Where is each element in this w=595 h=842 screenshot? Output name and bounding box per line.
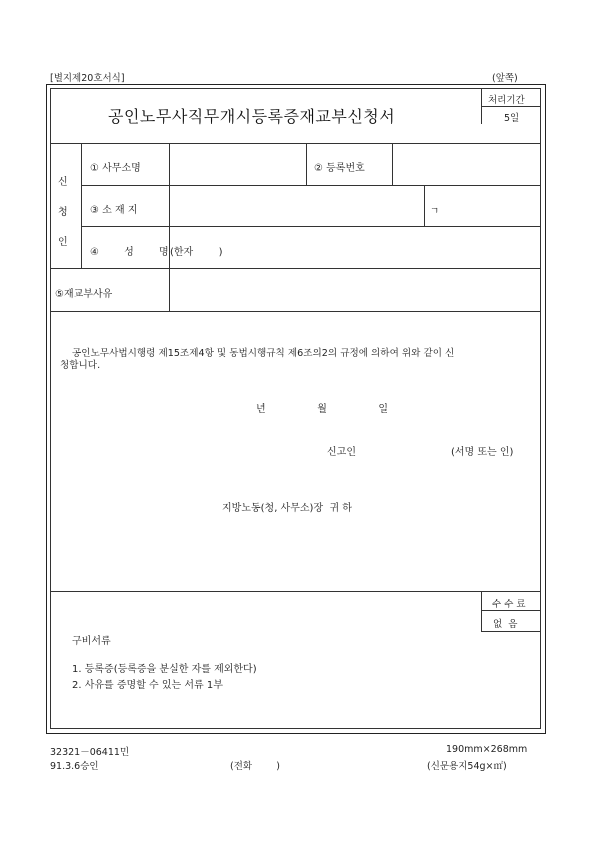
footer-approval: 91.3.6승인: [50, 761, 99, 772]
documents-item-1: 1. 등록증(등록증을 분실한 자를 제외한다): [72, 664, 257, 675]
divider-applicant-bottom: [50, 268, 541, 269]
page-title: 공인노무사직무개시등록증재교부신청서: [108, 107, 396, 126]
applicant-group-label-1: 신: [58, 177, 68, 188]
applicant-group-divider: [81, 143, 82, 268]
applicant-group-label-2: 청: [58, 207, 68, 218]
documents-item-2: 2. 사유를 증명할 수 있는 서류 1부: [72, 680, 223, 691]
label-col-divider: [169, 143, 170, 311]
divider-title-bottom: [50, 143, 541, 144]
divider-row2: [81, 226, 541, 227]
office-name-field[interactable]: [172, 146, 304, 183]
reg-label-left: [306, 143, 307, 185]
fee-label: 수 수 료: [492, 599, 526, 610]
reason-label: ⑤재교부사유: [55, 289, 113, 300]
reporter-label: 신고인: [327, 447, 356, 458]
divider-row1: [81, 185, 541, 186]
fee-box-left: [481, 591, 482, 631]
processing-value: 5일: [504, 113, 520, 124]
fee-box-divider: [481, 610, 541, 611]
reg-number-field[interactable]: [395, 146, 539, 183]
applicant-group-label-3: 인: [58, 237, 68, 248]
hanja-label: (한자 ): [170, 247, 223, 258]
footer-size: 190mm×268mm: [446, 744, 528, 755]
divider-statement-bottom: [50, 591, 541, 592]
page-side-label: (앞쪽): [492, 73, 518, 84]
phone-col-divider: [424, 185, 425, 226]
statement-line-2: 청합니다.: [60, 360, 101, 371]
address-label: ③ 소 재 지: [90, 205, 138, 216]
reg-label-right: [392, 143, 393, 185]
divider-reason-bottom: [50, 311, 541, 312]
processing-box-divider: [481, 106, 541, 107]
statement-line-1: 공인노무사법시행령 제15조제4항 및 동법시행규칙 제6조의2의 규정에 의하여 위와 같이 신: [72, 348, 455, 359]
fee-box-bottom: [481, 631, 541, 632]
reg-number-label: ② 등록번호: [314, 163, 365, 174]
fee-value: 없 음: [493, 619, 518, 630]
date-line: 년 월 일: [256, 404, 389, 415]
office-name-label: ① 사무소명: [90, 163, 141, 174]
name-field[interactable]: [172, 229, 539, 266]
documents-label: 구비서류: [72, 636, 111, 647]
footer-phone: (전화 ): [230, 761, 280, 772]
recipient-line: 지방노동(청, 사무소)장 귀 하: [222, 503, 352, 514]
processing-label: 처리기간: [488, 95, 525, 106]
reason-field[interactable]: [172, 271, 539, 309]
form-number: [별지제20호서식]: [50, 73, 125, 84]
phone-mark: ㄱ: [430, 206, 440, 217]
phone-field[interactable]: [440, 188, 539, 224]
signature-label: (서명 또는 인): [451, 447, 514, 458]
footer-paper: (신문용지54g×㎡): [427, 761, 507, 772]
name-label: ④ 성 명: [90, 247, 169, 258]
address-field[interactable]: [172, 188, 422, 224]
footer-code: 32321－06411민: [50, 747, 130, 758]
